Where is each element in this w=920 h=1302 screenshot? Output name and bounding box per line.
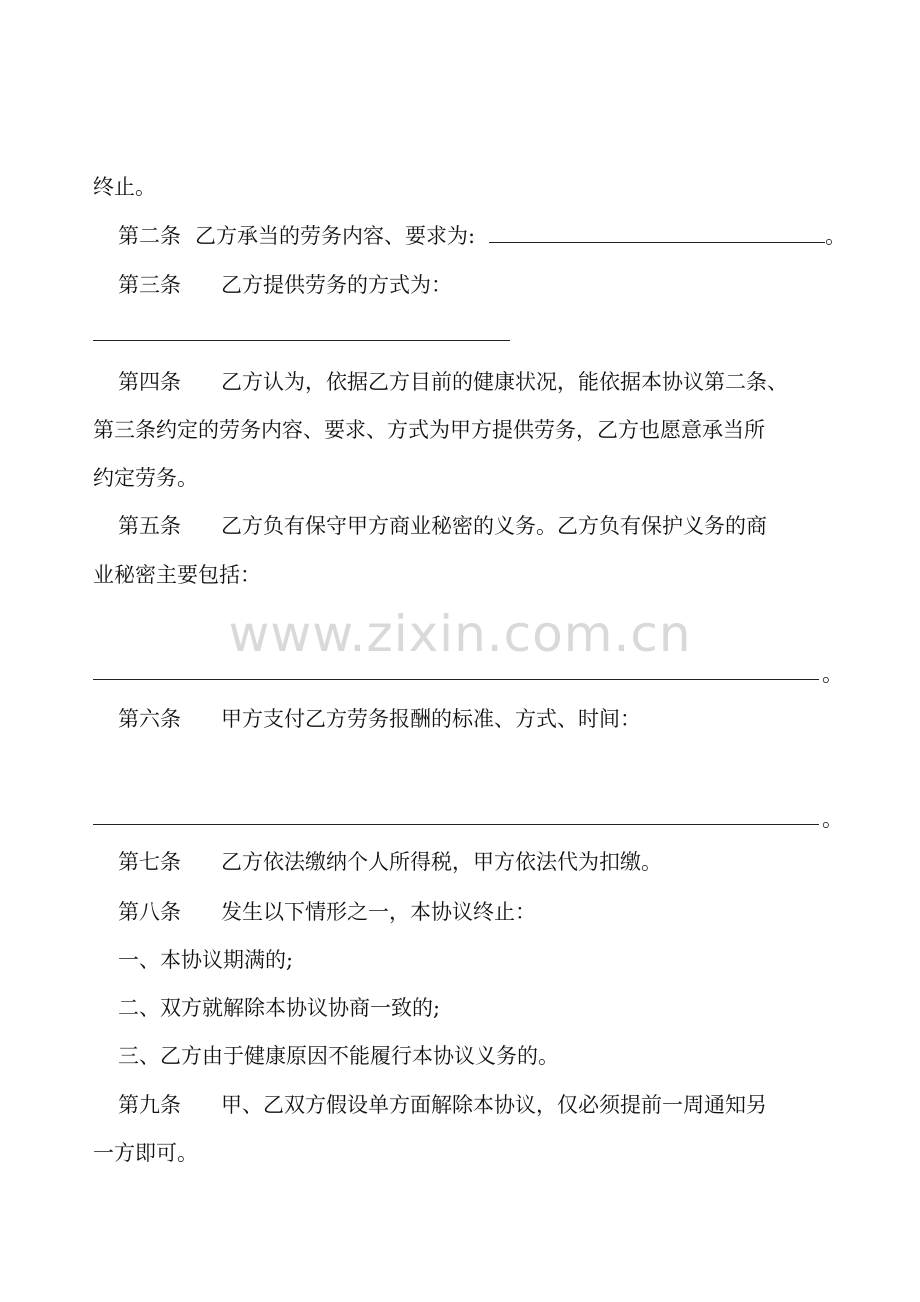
article-6-text: 甲方支付乙方劳务报酬的标准、方式、时间： [221,707,641,731]
fill-in-blank [489,222,825,243]
article-8 [118,897,878,927]
article-5-line-2: 业秘密主要包括： [93,563,261,587]
article-5-text: 乙方负有保守甲方商业秘密的义务。乙方负有保护义务的商 [221,514,767,538]
article-9-text: 甲、乙双方假设单方面解除本协议，仅必须提前一周通知另 [221,1093,767,1117]
article-6-label: 第六条 [118,707,181,731]
article-9-line-2: 一方即可。 [93,1141,198,1165]
article-4-text: 乙方认为，依据乙方目前的健康状况，能依据本协议第二条、 [221,370,788,394]
article-9 [118,1090,878,1120]
article-3-text: 乙方提供劳务的方式为： [221,273,452,297]
article-5 [118,511,878,541]
article-8-item-2: 二、双方就解除本协议协商一致的; [118,996,441,1020]
article-6-end: 。 [822,807,843,831]
fill-in-blank-line [93,340,510,341]
article-2-text: 乙方承当的劳务内容、要求为: [195,224,476,248]
article-3-label: 第三条 [118,273,181,297]
fill-in-blank-line [93,679,819,680]
article-9-label: 第九条 [118,1093,181,1117]
paragraph-continuation: 终止。 [93,175,156,199]
article-4-line-3: 约定劳务。 [93,466,198,490]
article-7 [118,847,878,877]
article-2-label: 第二条 [118,224,181,248]
article-8-item-3: 三、乙方由于健康原因不能履行本协议义务的。 [118,1044,559,1068]
article-2 [118,221,878,251]
article-3 [118,270,878,300]
article-5-end: 。 [822,662,843,686]
article-7-label: 第七条 [118,850,181,874]
article-8-label: 第八条 [118,900,181,924]
article-8-item-1: 一、本协议期满的; [118,948,294,972]
article-6 [118,704,878,734]
article-4 [118,367,878,397]
watermark: www.zixin.com.cn [228,605,692,663]
article-7-text: 乙方依法缴纳个人所得税，甲方依法代为扣缴。 [221,850,662,874]
article-4-line-2: 第三条约定的劳务内容、要求、方式为甲方提供劳务，乙方也愿意承当所 [93,418,765,442]
article-2-end: 。 [825,224,847,248]
article-5-label: 第五条 [118,514,181,538]
fill-in-blank-line [93,824,819,825]
article-8-text: 发生以下情形之一，本协议终止： [221,900,536,924]
article-4-label: 第四条 [118,370,181,394]
